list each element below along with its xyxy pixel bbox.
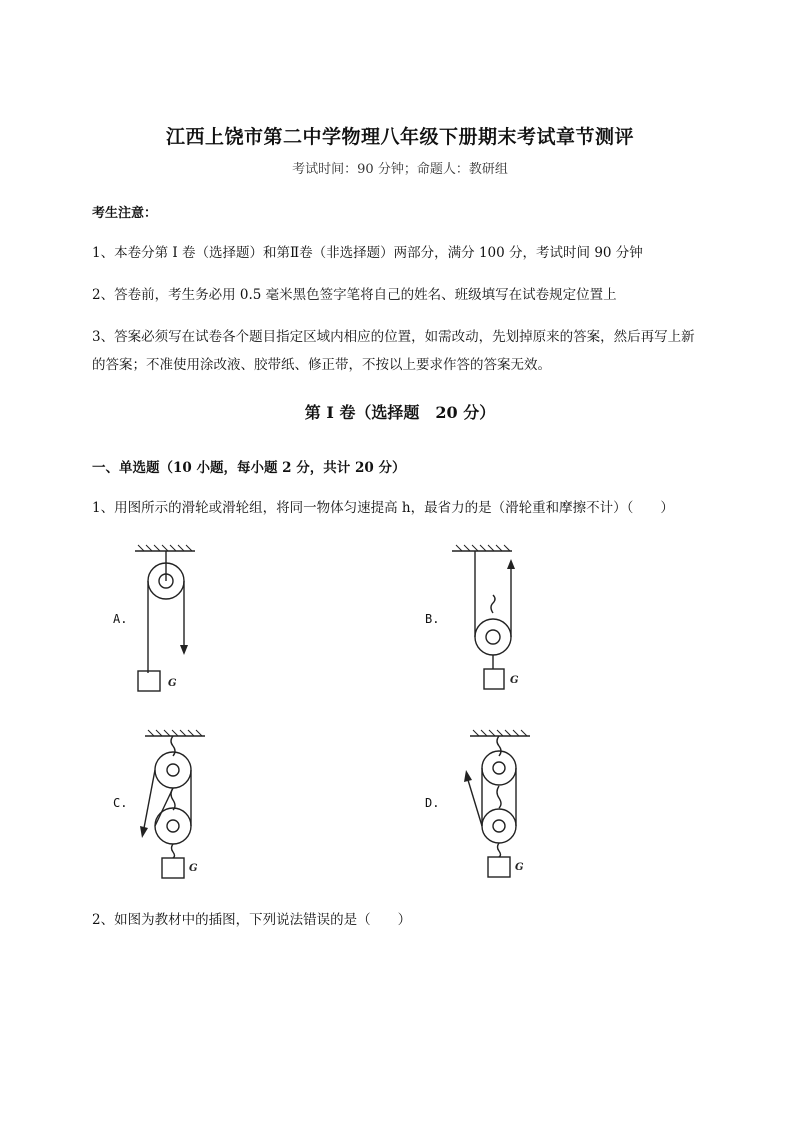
part-title: 一、单选题（10 小题，每小题 2 分，共计 20 分） [92,460,406,476]
pulley-figure-c [130,730,220,880]
option-b-label: B. [425,612,440,626]
note-item-3-continued: 的答案；不准使用涂改液、胶带纸、修正带，不按以上要求作答的答案无效。 [92,357,551,373]
section-title: 第 I 卷（选择题 20 分） [304,403,496,422]
option-d-label: D. [425,796,440,810]
notes-heading: 考生注意： [92,206,158,221]
note-item-3: 3、答案必须写在试卷各个题目指定区域内相应的位置，如需改动，先划掉原来的答案，然后再写上新 [92,329,695,345]
note-item-2: 2、答卷前，考生务必用 0.5 毫米黑色签字笔将自己的姓名、班级填写在试卷规定位置上 [92,287,617,303]
exam-title: 江西上饶市第二中学物理八年级下册期末考试章节测评 [165,126,634,148]
weight-label-b: G [510,675,519,686]
pulley-figure-a [130,545,210,695]
weight-label-d: G [515,862,524,873]
option-a-label: A. [113,612,128,626]
pulley-figure-b [450,545,530,695]
question-2-text: 2、如图为教材中的插图，下列说法错误的是（ ） [92,912,412,928]
weight-label-a: G [168,678,177,689]
option-c-label: C. [113,796,128,810]
pulley-figure-d [450,730,540,880]
weight-label-c: G [189,863,198,874]
note-item-1: 1、本卷分第 I 卷（选择题）和第Ⅱ卷（非选择题）两部分，满分 100 分，考试时间 90 分钟 [92,245,643,261]
exam-subtitle: 考试时间：90 分钟；命题人：教研组 [292,162,508,177]
question-1-text: 1、用图所示的滑轮或滑轮组，将同一物体匀速提高 h，最省力的是（滑轮重和摩擦不计）（ ） [92,500,674,516]
